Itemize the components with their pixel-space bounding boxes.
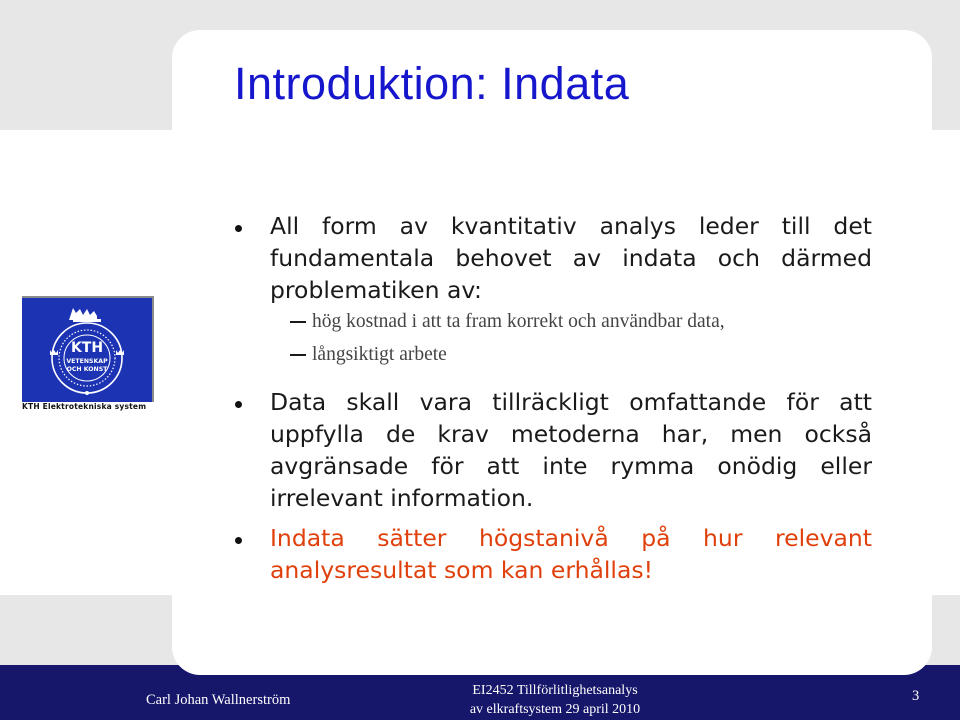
bullet-list [232,210,872,586]
kth-logo [22,296,156,418]
logo-caption: KTH Elektrotekniska system [22,402,147,411]
logo-motto-line-2: OCH KONST [66,366,108,373]
bullet-text-2: Data skall vara tillräckligt omfattande för att uppfylla de krav metoderna har, men också avgränsade för att inte rymma onödig eller irrelevant information. [270,388,872,512]
dash-icon [290,354,306,356]
footer-course [455,681,655,719]
sub-list [232,310,872,376]
bullet-dot [235,225,242,232]
kth-crest-icon [40,302,134,398]
slide-title: Introduktion: Indata [234,58,630,109]
bullet-item-3 [232,522,872,586]
sub-item-text-2: långsiktigt arbete [312,344,447,365]
sub-item-1 [232,310,872,343]
sub-item-text-1: hög kostnad i att ta fram korrekt och användbar data, [312,311,725,332]
bullet-item-1 [232,210,872,306]
page-number: 3 [912,688,920,704]
logo-kth-text: KTH [70,340,104,356]
footer-course-line-1: EI2452 Tillförlitlighetsanalys [472,683,638,698]
logo-motto-line-1: VETENSKAP [66,358,108,365]
logo-box [22,296,154,402]
bullet-dot [235,401,242,408]
footer-author: Carl Johan Wallnerström [146,692,291,708]
bullet-text-1: All form av kvantitativ analys leder till det fundamentala behovet av indata och därmed problematiken av: [270,212,872,304]
bullet-dot [235,537,242,544]
bullet-item-2 [232,386,872,514]
sub-item-2 [232,343,872,376]
footer-course-line-2: av elkraftsystem 29 april 2010 [469,702,641,717]
bullet-text-3: Indata sätter högstanivå på hur relevant analysresultat som kan erhållas! [270,524,872,584]
dash-icon [290,321,306,323]
